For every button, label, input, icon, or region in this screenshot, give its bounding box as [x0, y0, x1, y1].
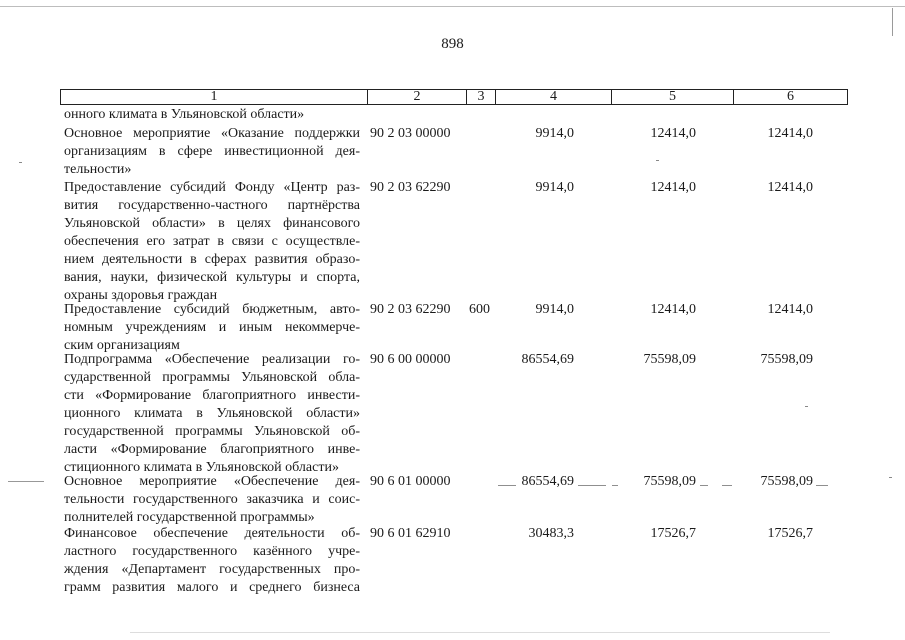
description-line: государственной программы Ульяновской об- [64, 424, 360, 439]
page-number: 898 [441, 36, 464, 52]
scan-artifact-line [816, 485, 828, 486]
description-line: ским организациям [64, 338, 180, 353]
scan-speck [19, 162, 22, 163]
row-code: 90 2 03 00000 [370, 126, 451, 141]
header-col-6: 6 [787, 89, 794, 104]
description-line: организациям в сфере инвестиционной дея- [64, 144, 360, 159]
row-value-col5: 12414,0 [650, 126, 696, 141]
description-line: ласти «Формирование благоприятного инве- [64, 442, 360, 457]
description-line: сти «Формирование благоприятного инвести- [64, 388, 360, 403]
row-value-col6: 17526,7 [767, 526, 813, 541]
row-value-col4: 9914,0 [535, 126, 574, 141]
description-line: нием деятельности в сферах развития образо- [64, 252, 360, 267]
description-line: грамм развития малого и среднего бизнеса [64, 580, 360, 595]
description-line: Предоставление субсидий бюджетным, авто- [64, 302, 360, 317]
description-line: тельности государственного заказчика и соис- [64, 492, 360, 507]
header-col-1: 1 [210, 89, 218, 104]
description-line: вания, науки, физической культуры и спорта, [64, 270, 360, 285]
description-line: ждения «Департамент государственных про- [64, 562, 360, 577]
table-header [60, 89, 848, 105]
row-description [64, 525, 360, 597]
row-value-col4: 9914,0 [535, 302, 574, 317]
row-value-col6: 12414,0 [767, 302, 813, 317]
row-value-col5: 17526,7 [650, 526, 696, 541]
header-col-4: 4 [550, 89, 557, 104]
row-value-col4: 9914,0 [535, 180, 574, 195]
header-col-5: 5 [669, 89, 676, 104]
description-line: Подпрограмма «Обеспечение реализации го- [64, 352, 360, 367]
scan-artifact-line [498, 485, 516, 486]
scan-artifact-line [578, 485, 606, 486]
continued-description: онного климата в Ульяновской области» [64, 107, 305, 122]
scan-artifact-line [612, 485, 618, 486]
row-description [64, 473, 360, 527]
description-line: охраны здоровья граждан [64, 288, 218, 303]
description-line: вития государственно-частного партнёрства [64, 198, 360, 213]
row-code: 90 6 01 00000 [370, 474, 451, 489]
row-description [64, 351, 360, 477]
row-value-col5: 75598,09 [643, 352, 696, 367]
scan-speck [805, 406, 808, 407]
description-line: Основное мероприятие «Оказание поддержки [64, 126, 360, 141]
scan-artifact-line [722, 485, 732, 486]
row-code: 90 6 00 00000 [370, 352, 451, 367]
scan-artifact-line [8, 481, 44, 482]
description-line: ционного климата в Ульяновской области» [64, 406, 360, 421]
description-line: Финансовое обеспечение деятельности об- [64, 526, 360, 541]
scan-edge-top [0, 6, 905, 7]
row-code: 90 2 03 62290 [370, 180, 451, 195]
row-code: 90 2 03 62290 [370, 302, 451, 317]
row-value-col4: 86554,69 [521, 474, 574, 489]
description-line: тельности» [64, 162, 132, 177]
row-value-col5: 12414,0 [650, 302, 696, 317]
row-value-col6: 12414,0 [767, 180, 813, 195]
row-description [64, 301, 360, 355]
description-line: полнителей государственной программы» [64, 510, 315, 525]
scan-artifact-line [700, 485, 708, 486]
row-value-col4: 30483,3 [528, 526, 574, 541]
header-col-2: 2 [413, 89, 421, 104]
row-value-col4: 86554,69 [521, 352, 574, 367]
scan-artifact-line [130, 632, 830, 633]
description-line: ластного государственного казённого учре- [64, 544, 360, 559]
description-line: Ульяновской области» в целях финансового [64, 216, 360, 231]
row-value-col5: 75598,09 [643, 474, 696, 489]
scan-speck [656, 160, 659, 161]
row-vr: 600 [469, 302, 490, 317]
row-value-col6: 75598,09 [760, 352, 813, 367]
description-line: стиционного климата в Ульяновской области» [64, 460, 339, 475]
description-line: Основное мероприятие «Обеспечение дея- [64, 474, 360, 489]
description-line: сударственной программы Ульяновской обла- [64, 370, 360, 385]
row-description [64, 179, 360, 305]
header-col-3: 3 [477, 89, 485, 104]
description-line: номным учреждениям и иным некоммерче- [64, 320, 360, 335]
description-line: обеспечения его затрат в связи с осуществле- [64, 234, 360, 249]
description-line: Предоставление субсидий Фонду «Центр раз- [64, 180, 360, 195]
scan-speck [889, 477, 892, 478]
row-code: 90 6 01 62910 [370, 526, 451, 541]
scan-edge-right [892, 8, 893, 36]
row-value-col6: 75598,09 [760, 474, 813, 489]
row-description [64, 125, 360, 179]
row-value-col5: 12414,0 [650, 180, 696, 195]
row-value-col6: 12414,0 [767, 126, 813, 141]
